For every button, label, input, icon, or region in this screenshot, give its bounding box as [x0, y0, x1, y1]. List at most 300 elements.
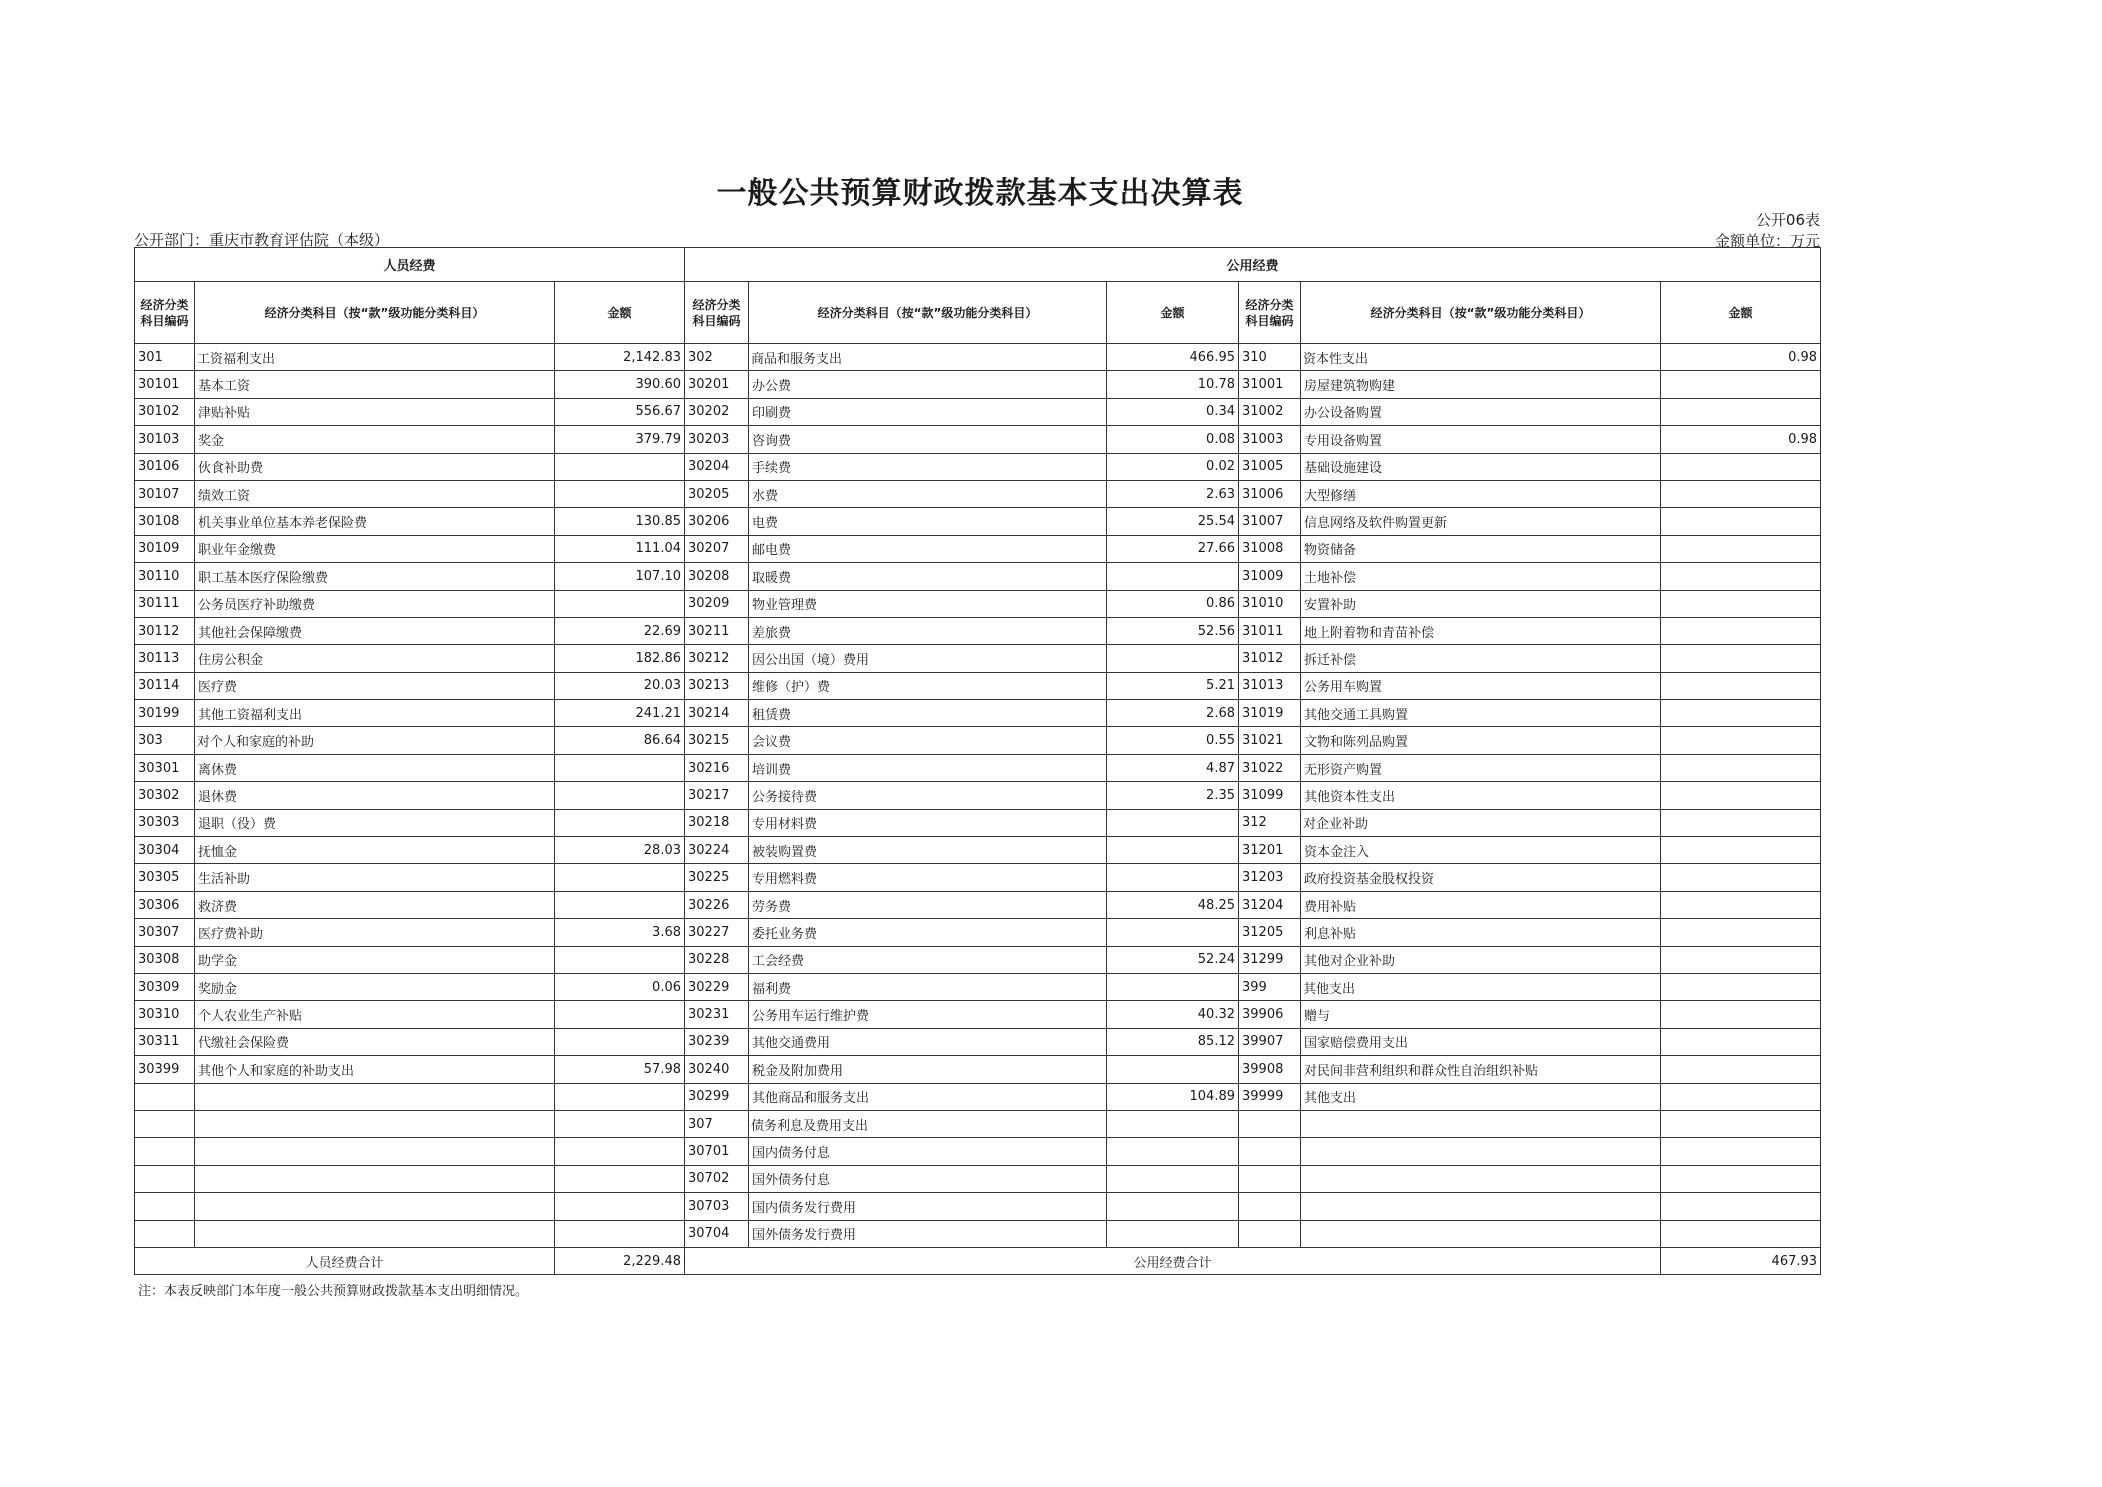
code-cell: 30226 — [685, 891, 749, 918]
amount-cell — [1107, 1056, 1239, 1083]
code-cell: 30111 — [135, 590, 195, 617]
amount-cell: 2.63 — [1107, 480, 1239, 507]
header-amount: 金额 — [1661, 282, 1821, 344]
name-cell: 代缴社会保险费 — [195, 1028, 555, 1055]
amount-cell: 111.04 — [555, 535, 685, 562]
code-cell: 30228 — [685, 946, 749, 973]
table-row — [135, 535, 1821, 562]
amount-cell — [1661, 727, 1821, 754]
amount-cell — [1661, 973, 1821, 1000]
code-cell: 31099 — [1239, 782, 1301, 809]
amount-cell — [1107, 919, 1239, 946]
name-cell: 国内债务发行费用 — [749, 1193, 1107, 1220]
table-row — [135, 1138, 1821, 1165]
code-cell: 30206 — [685, 508, 749, 535]
code-cell: 31003 — [1239, 426, 1301, 453]
amount-cell: 48.25 — [1107, 891, 1239, 918]
code-cell: 30208 — [685, 563, 749, 590]
name-cell: 救济费 — [195, 891, 555, 918]
table-row — [135, 1083, 1821, 1110]
code-cell — [135, 1083, 195, 1110]
page-title: 一般公共预算财政拨款基本支出决算表 — [716, 176, 1244, 211]
name-cell: 大型修缮 — [1301, 480, 1661, 507]
name-cell: 其他支出 — [1301, 1083, 1661, 1110]
code-cell: 30701 — [685, 1138, 749, 1165]
table-row — [135, 672, 1821, 699]
code-cell: 30209 — [685, 590, 749, 617]
code-cell: 30112 — [135, 617, 195, 644]
amount-cell: 57.98 — [555, 1056, 685, 1083]
amount-cell: 52.56 — [1107, 617, 1239, 644]
code-cell: 30225 — [685, 864, 749, 891]
code-cell — [135, 1165, 195, 1192]
table-body — [135, 344, 1821, 1248]
amount-cell — [1661, 1110, 1821, 1137]
code-cell — [135, 1220, 195, 1247]
name-cell: 其他支出 — [1301, 973, 1661, 1000]
name-cell: 福利费 — [749, 973, 1107, 1000]
name-cell: 物业管理费 — [749, 590, 1107, 617]
amount-cell — [1107, 837, 1239, 864]
code-cell: 30199 — [135, 700, 195, 727]
code-cell: 39906 — [1239, 1001, 1301, 1028]
name-cell: 资本性支出 — [1301, 344, 1661, 371]
name-cell: 其他对企业补助 — [1301, 946, 1661, 973]
amount-cell — [555, 1028, 685, 1055]
code-cell: 30214 — [685, 700, 749, 727]
code-cell: 31204 — [1239, 891, 1301, 918]
name-cell: 印刷费 — [749, 398, 1107, 425]
code-cell: 39908 — [1239, 1056, 1301, 1083]
name-cell: 取暖费 — [749, 563, 1107, 590]
code-cell: 30224 — [685, 837, 749, 864]
amount-cell — [555, 754, 685, 781]
header-code: 经济分类科目编码 — [1239, 282, 1301, 344]
header-name: 经济分类科目（按“款”级功能分类科目） — [749, 282, 1107, 344]
amount-cell: 0.34 — [1107, 398, 1239, 425]
code-cell: 30211 — [685, 617, 749, 644]
name-cell: 绩效工资 — [195, 480, 555, 507]
name-cell: 信息网络及软件购置更新 — [1301, 508, 1661, 535]
code-cell: 30231 — [685, 1001, 749, 1028]
code-cell: 30218 — [685, 809, 749, 836]
amount-cell: 52.24 — [1107, 946, 1239, 973]
name-cell: 工资福利支出 — [195, 344, 555, 371]
name-cell — [1301, 1165, 1661, 1192]
code-cell: 303 — [135, 727, 195, 754]
table-row — [135, 371, 1821, 398]
table-row — [135, 398, 1821, 425]
table-row — [135, 946, 1821, 973]
code-cell — [1239, 1165, 1301, 1192]
code-cell — [1239, 1193, 1301, 1220]
name-cell — [195, 1138, 555, 1165]
table-row — [135, 645, 1821, 672]
code-cell — [135, 1193, 195, 1220]
amount-cell — [1661, 782, 1821, 809]
name-cell: 津贴补贴 — [195, 398, 555, 425]
public-total-label: 公用经费合计 — [685, 1247, 1661, 1274]
name-cell: 公务用车购置 — [1301, 672, 1661, 699]
name-cell: 拆迁补偿 — [1301, 645, 1661, 672]
code-cell: 31002 — [1239, 398, 1301, 425]
name-cell: 安置补助 — [1301, 590, 1661, 617]
code-cell: 30102 — [135, 398, 195, 425]
amount-cell — [1661, 700, 1821, 727]
name-cell: 商品和服务支出 — [749, 344, 1107, 371]
name-cell: 维修（护）费 — [749, 672, 1107, 699]
code-cell: 30311 — [135, 1028, 195, 1055]
amount-cell — [555, 1001, 685, 1028]
amount-cell — [1107, 645, 1239, 672]
name-cell: 劳务费 — [749, 891, 1107, 918]
name-cell: 土地补偿 — [1301, 563, 1661, 590]
table-row — [135, 891, 1821, 918]
code-cell: 31022 — [1239, 754, 1301, 781]
header-name: 经济分类科目（按“款”级功能分类科目） — [195, 282, 555, 344]
name-cell: 办公设备购置 — [1301, 398, 1661, 425]
name-cell — [195, 1220, 555, 1247]
name-cell: 咨询费 — [749, 426, 1107, 453]
name-cell — [195, 1083, 555, 1110]
code-cell: 30301 — [135, 754, 195, 781]
table-row — [135, 700, 1821, 727]
department-label: 公开部门：重庆市教育评估院（本级） — [134, 231, 390, 249]
table-row — [135, 864, 1821, 891]
totals-row — [135, 1247, 1821, 1274]
code-cell: 312 — [1239, 809, 1301, 836]
table-row — [135, 617, 1821, 644]
name-cell: 退休费 — [195, 782, 555, 809]
code-cell: 31008 — [1239, 535, 1301, 562]
code-cell: 30204 — [685, 453, 749, 480]
amount-cell — [1107, 1220, 1239, 1247]
amount-cell: 0.06 — [555, 973, 685, 1000]
code-cell — [1239, 1110, 1301, 1137]
code-cell: 302 — [685, 344, 749, 371]
name-cell: 公务员医疗补助缴费 — [195, 590, 555, 617]
name-cell: 办公费 — [749, 371, 1107, 398]
code-cell: 30216 — [685, 754, 749, 781]
name-cell: 费用补贴 — [1301, 891, 1661, 918]
name-cell: 职业年金缴费 — [195, 535, 555, 562]
amount-cell — [1661, 1083, 1821, 1110]
name-cell: 文物和陈列品购置 — [1301, 727, 1661, 754]
amount-cell — [1661, 398, 1821, 425]
name-cell: 邮电费 — [749, 535, 1107, 562]
name-cell — [1301, 1138, 1661, 1165]
amount-cell — [555, 1193, 685, 1220]
name-cell: 国内债务付息 — [749, 1138, 1107, 1165]
code-cell: 30307 — [135, 919, 195, 946]
amount-cell — [1661, 371, 1821, 398]
name-cell: 抚恤金 — [195, 837, 555, 864]
name-cell: 物资储备 — [1301, 535, 1661, 562]
name-cell: 其他交通工具购置 — [1301, 700, 1661, 727]
name-cell: 专用材料费 — [749, 809, 1107, 836]
amount-cell: 0.86 — [1107, 590, 1239, 617]
name-cell: 政府投资基金股权投资 — [1301, 864, 1661, 891]
amount-cell: 22.69 — [555, 617, 685, 644]
code-cell: 30207 — [685, 535, 749, 562]
amount-cell — [555, 809, 685, 836]
code-cell: 31203 — [1239, 864, 1301, 891]
amount-cell: 390.60 — [555, 371, 685, 398]
name-cell: 生活补助 — [195, 864, 555, 891]
amount-cell — [1661, 891, 1821, 918]
form-number: 公开06表 — [1755, 211, 1820, 229]
amount-cell: 0.55 — [1107, 727, 1239, 754]
name-cell: 被装购置费 — [749, 837, 1107, 864]
name-cell: 会议费 — [749, 727, 1107, 754]
code-cell — [135, 1138, 195, 1165]
code-cell: 30227 — [685, 919, 749, 946]
code-cell: 30110 — [135, 563, 195, 590]
amount-cell: 25.54 — [1107, 508, 1239, 535]
group-public: 公用经费 — [685, 248, 1821, 282]
amount-cell — [1661, 617, 1821, 644]
amount-cell: 28.03 — [555, 837, 685, 864]
code-cell: 30310 — [135, 1001, 195, 1028]
code-cell: 31013 — [1239, 672, 1301, 699]
name-cell — [1301, 1220, 1661, 1247]
table-row — [135, 973, 1821, 1000]
amount-cell — [1661, 1001, 1821, 1028]
header-amount: 金额 — [555, 282, 685, 344]
code-cell: 30215 — [685, 727, 749, 754]
code-cell: 30203 — [685, 426, 749, 453]
name-cell: 电费 — [749, 508, 1107, 535]
code-cell: 30201 — [685, 371, 749, 398]
amount-cell: 27.66 — [1107, 535, 1239, 562]
name-cell: 国外债务发行费用 — [749, 1220, 1107, 1247]
name-cell: 其他交通费用 — [749, 1028, 1107, 1055]
table-note: 注：本表反映部门本年度一般公共预算财政拨款基本支出明细情况。 — [138, 1284, 529, 1299]
code-cell: 31010 — [1239, 590, 1301, 617]
name-cell: 其他资本性支出 — [1301, 782, 1661, 809]
name-cell: 房屋建筑物购建 — [1301, 371, 1661, 398]
name-cell: 助学金 — [195, 946, 555, 973]
name-cell: 利息补贴 — [1301, 919, 1661, 946]
code-cell: 30306 — [135, 891, 195, 918]
amount-cell: 2.68 — [1107, 700, 1239, 727]
amount-cell: 86.64 — [555, 727, 685, 754]
amount-cell — [555, 782, 685, 809]
table-row — [135, 590, 1821, 617]
name-cell: 专用燃料费 — [749, 864, 1107, 891]
code-cell: 310 — [1239, 344, 1301, 371]
amount-cell: 85.12 — [1107, 1028, 1239, 1055]
amount-cell — [1107, 809, 1239, 836]
code-cell: 30239 — [685, 1028, 749, 1055]
code-cell: 39907 — [1239, 1028, 1301, 1055]
code-cell: 30107 — [135, 480, 195, 507]
code-cell: 30205 — [685, 480, 749, 507]
name-cell: 离休费 — [195, 754, 555, 781]
amount-cell: 104.89 — [1107, 1083, 1239, 1110]
amount-cell — [1661, 590, 1821, 617]
amount-cell — [1107, 1193, 1239, 1220]
name-cell: 对企业补助 — [1301, 809, 1661, 836]
table-row — [135, 754, 1821, 781]
group-personnel: 人员经费 — [135, 248, 685, 282]
code-cell — [1239, 1138, 1301, 1165]
code-cell: 30704 — [685, 1220, 749, 1247]
code-cell: 31019 — [1239, 700, 1301, 727]
code-cell: 31005 — [1239, 453, 1301, 480]
amount-cell — [1661, 754, 1821, 781]
code-cell: 30217 — [685, 782, 749, 809]
name-cell: 对个人和家庭的补助 — [195, 727, 555, 754]
name-cell: 水费 — [749, 480, 1107, 507]
amount-cell — [1661, 1193, 1821, 1220]
amount-cell — [1661, 1028, 1821, 1055]
table-row — [135, 563, 1821, 590]
name-cell: 工会经费 — [749, 946, 1107, 973]
name-cell: 奖励金 — [195, 973, 555, 1000]
amount-cell — [555, 590, 685, 617]
amount-cell: 0.02 — [1107, 453, 1239, 480]
name-cell: 对民间非营利组织和群众性自治组织补贴 — [1301, 1056, 1661, 1083]
code-cell: 30101 — [135, 371, 195, 398]
table-row — [135, 480, 1821, 507]
code-cell: 30106 — [135, 453, 195, 480]
name-cell: 住房公积金 — [195, 645, 555, 672]
code-cell: 307 — [685, 1110, 749, 1137]
name-cell: 委托业务费 — [749, 919, 1107, 946]
name-cell: 租赁费 — [749, 700, 1107, 727]
amount-cell — [1661, 645, 1821, 672]
amount-cell — [1107, 1138, 1239, 1165]
amount-cell — [1661, 864, 1821, 891]
name-cell: 个人农业生产补贴 — [195, 1001, 555, 1028]
name-cell: 其他个人和家庭的补助支出 — [195, 1056, 555, 1083]
amount-cell: 20.03 — [555, 672, 685, 699]
name-cell: 国家赔偿费用支出 — [1301, 1028, 1661, 1055]
name-cell: 基础设施建设 — [1301, 453, 1661, 480]
amount-cell: 5.21 — [1107, 672, 1239, 699]
amount-cell — [1107, 973, 1239, 1000]
code-cell: 30305 — [135, 864, 195, 891]
amount-cell — [1661, 946, 1821, 973]
amount-cell — [555, 891, 685, 918]
amount-cell: 182.86 — [555, 645, 685, 672]
table-row — [135, 782, 1821, 809]
unit-label: 金额单位：万元 — [1714, 232, 1820, 250]
name-cell — [195, 1110, 555, 1137]
code-cell: 31299 — [1239, 946, 1301, 973]
code-cell: 30304 — [135, 837, 195, 864]
amount-cell — [1661, 563, 1821, 590]
amount-cell: 379.79 — [555, 426, 685, 453]
name-cell: 其他商品和服务支出 — [749, 1083, 1107, 1110]
code-cell: 30299 — [685, 1083, 749, 1110]
amount-cell: 40.32 — [1107, 1001, 1239, 1028]
amount-cell: 4.87 — [1107, 754, 1239, 781]
code-cell: 30113 — [135, 645, 195, 672]
amount-cell — [1107, 1165, 1239, 1192]
code-cell: 30109 — [135, 535, 195, 562]
code-cell: 399 — [1239, 973, 1301, 1000]
amount-cell — [555, 946, 685, 973]
code-cell — [1239, 1220, 1301, 1247]
name-cell: 赠与 — [1301, 1001, 1661, 1028]
name-cell: 伙食补助费 — [195, 453, 555, 480]
code-cell: 30399 — [135, 1056, 195, 1083]
name-cell: 培训费 — [749, 754, 1107, 781]
amount-cell: 0.08 — [1107, 426, 1239, 453]
table-row — [135, 1001, 1821, 1028]
personnel-total-value: 2,229.48 — [555, 1247, 685, 1274]
name-cell: 职工基本医疗保险缴费 — [195, 563, 555, 590]
code-cell: 30108 — [135, 508, 195, 535]
name-cell: 差旅费 — [749, 617, 1107, 644]
amount-cell — [1661, 672, 1821, 699]
code-cell: 30229 — [685, 973, 749, 1000]
code-cell: 30212 — [685, 645, 749, 672]
code-cell: 39999 — [1239, 1083, 1301, 1110]
amount-cell: 556.67 — [555, 398, 685, 425]
name-cell: 税金及附加费用 — [749, 1056, 1107, 1083]
code-cell: 30303 — [135, 809, 195, 836]
code-cell: 30308 — [135, 946, 195, 973]
table-row — [135, 1165, 1821, 1192]
code-cell: 31007 — [1239, 508, 1301, 535]
expenditure-table — [134, 247, 1821, 1275]
code-cell: 30702 — [685, 1165, 749, 1192]
amount-cell — [1661, 837, 1821, 864]
name-cell: 国外债务付息 — [749, 1165, 1107, 1192]
name-cell: 医疗费 — [195, 672, 555, 699]
amount-cell — [1661, 1056, 1821, 1083]
table-row — [135, 344, 1821, 371]
table-row — [135, 1056, 1821, 1083]
amount-cell: 0.98 — [1661, 344, 1821, 371]
amount-cell — [1661, 535, 1821, 562]
amount-cell — [1107, 864, 1239, 891]
amount-cell: 466.95 — [1107, 344, 1239, 371]
header-code: 经济分类科目编码 — [685, 282, 749, 344]
name-cell: 因公出国（境）费用 — [749, 645, 1107, 672]
name-cell — [1301, 1110, 1661, 1137]
name-cell: 地上附着物和青苗补偿 — [1301, 617, 1661, 644]
name-cell: 机关事业单位基本养老保险费 — [195, 508, 555, 535]
code-cell: 30202 — [685, 398, 749, 425]
code-cell: 31201 — [1239, 837, 1301, 864]
table-row — [135, 1220, 1821, 1247]
name-cell — [195, 1165, 555, 1192]
amount-cell — [1661, 1220, 1821, 1247]
code-cell: 31006 — [1239, 480, 1301, 507]
code-cell: 31205 — [1239, 919, 1301, 946]
amount-cell: 0.98 — [1661, 426, 1821, 453]
name-cell: 退职（役）费 — [195, 809, 555, 836]
amount-cell — [555, 864, 685, 891]
amount-cell — [1107, 1110, 1239, 1137]
amount-cell — [1661, 453, 1821, 480]
header-amount: 金额 — [1107, 282, 1239, 344]
code-cell: 31009 — [1239, 563, 1301, 590]
table-row — [135, 727, 1821, 754]
table-row — [135, 426, 1821, 453]
name-cell — [1301, 1193, 1661, 1220]
amount-cell: 241.21 — [555, 700, 685, 727]
code-cell: 31011 — [1239, 617, 1301, 644]
amount-cell — [555, 453, 685, 480]
name-cell: 医疗费补助 — [195, 919, 555, 946]
amount-cell — [555, 480, 685, 507]
public-total-value: 467.93 — [1661, 1247, 1821, 1274]
